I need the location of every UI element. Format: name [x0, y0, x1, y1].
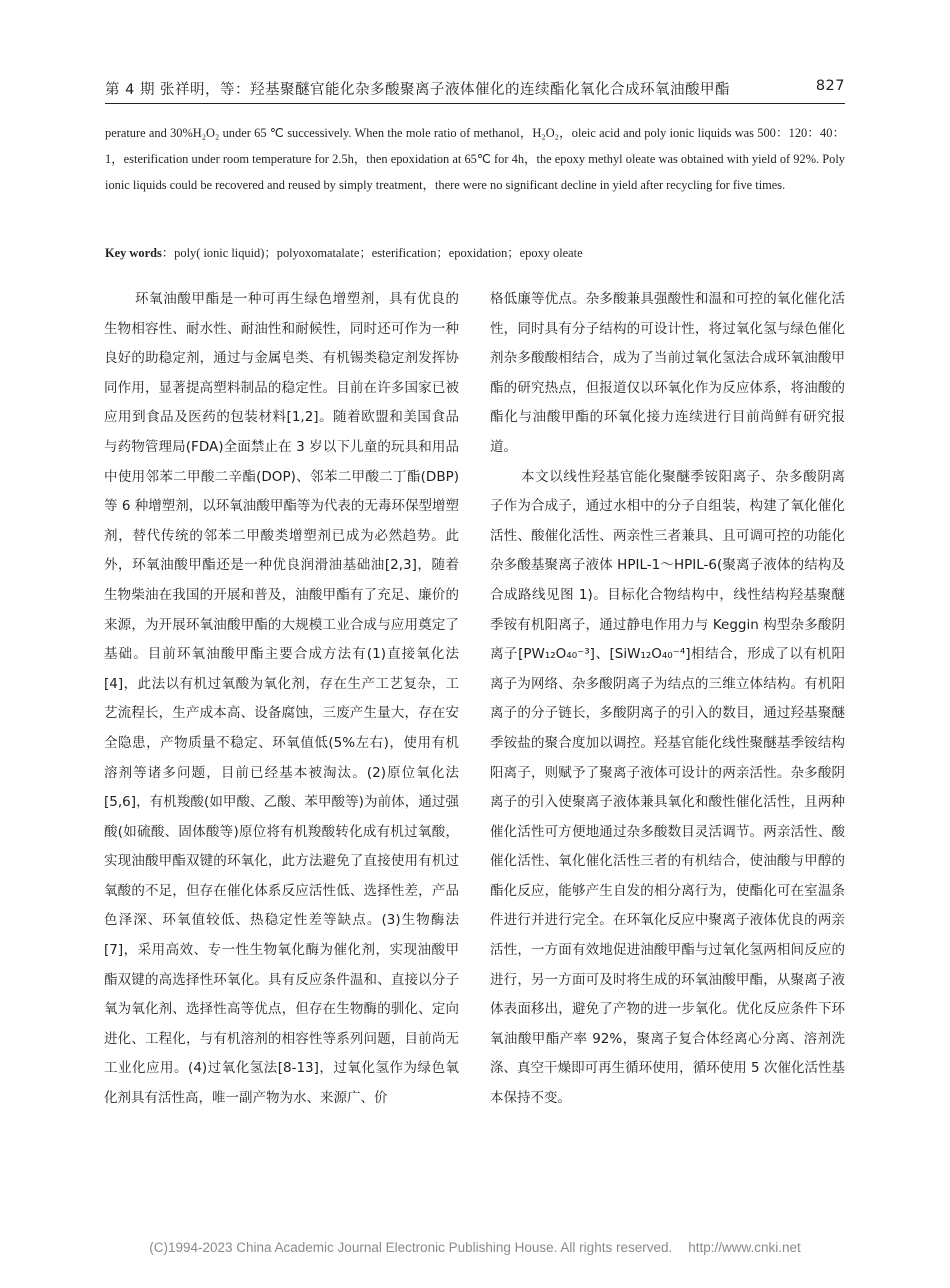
- running-header: [105, 74, 845, 102]
- body-column-right: [490, 285, 845, 1114]
- page-number: 827: [815, 78, 845, 94]
- keywords: [105, 240, 845, 266]
- body-column-left: [104, 285, 459, 1114]
- intro-paragraph: 环氧油酸甲酯是一种可再生绿色增塑剂，具有优良的生物相容性、耐水性、耐油性和耐候性，同时还可作为一种良好的助稳定剂，通过与金属皂类、有机锡类稳定剂发挥协同作用，显著提高塑料制品的稳定性。目前在许多国家已被应用到食品及医药的包装材料[1,2]。随着欧盟和美国食品与药物管理局(FDA)全面禁止在 3 岁以下儿童的玩具和用品中使用邻苯二甲酸二辛酯(DOP)、邻苯二甲酸二丁酯(DBP)等 6 种增塑剂，以环氧油酸甲酯等为代表的无毒环保型增塑剂，替代传统的邻苯二甲酸类增塑剂已成为必然趋势。此外，环氧油酸甲酯还是一种优良润滑油基础油[2,3]，随着生物柴油在我国的开展和普及，油酸甲酯有了充足、廉价的来源，为开展环氧油酸甲酯的大规模工业合成与应用奠定了基础。目前环氧油酸甲酯主要合成方法有(1)直接氧化法[4]，此法以有机过氧酸为氧化剂，存在生产工艺复杂，工艺流程长，生产成本高、设备腐蚀，三废产生量大，存在安全隐患，产物质量不稳定、环氧值低(5%左右)，使用有机溶剂等诸多问题，目前已经基本被淘汰。(2)原位氧化法[5,6]，有机羧酸(如甲酸、乙酸、苯甲酸等)为前体，通过强酸(如硫酸、固体酸等)原位将有机羧酸转化成有机过氧酸，实现油酸甲酯双键的环氧化，此方法避免了直接使用有机过氧酸的不足，但存在催化体系反应活性低、选择性差，产品色泽深、环氧值较低、热稳定性差等缺点。(3)生物酶法[7]，采用高效、专一性生物氧化酶为催化剂，实现油酸甲酯双键的高选择性环氧化。具有反应条件温和、直接以分子氧为氧化剂、选择性高等优点，但存在生物酶的驯化、定向进化、工程化，与有机溶剂的相容性等系列问题，目前尚无工业化应用。(4)过氧化氢法[8-13]，过氧化氢作为绿色氧化剂具有活性高，唯一副产物为水、来源广、价: [104, 291, 459, 1107]
- header-divider: [105, 103, 845, 104]
- keywords-label: Key words: [105, 246, 162, 260]
- copyright-text: (C)1994-2023 China Academic Journal Electronic Publishing House. All rights reserved.: [149, 1240, 673, 1255]
- copyright-footer: [0, 1240, 950, 1255]
- keywords-text: ：poly( ionic liquid)；polyoxomatalate；esterification；epoxidation；epoxy oleate: [161, 246, 583, 260]
- intro-paragraph-continued: 格低廉等优点。杂多酸兼具强酸性和温和可控的氧化催化活性，同时具有分子结构的可设计性，将过氧化氢与绿色催化剂杂多酸酸相结合，成为了当前过氧化氢法合成环氧油酸甲酯的研究热点，但报道仅以环氧化作为反应体系，将油酸的酯化与油酸甲酯的环氧化接力连续进行目前尚鲜有研究报道。: [490, 291, 845, 455]
- running-header-title: 第 4 期 张祥明，等：羟基聚醚官能化杂多酸聚离子液体催化的连续酯化氧化合成环氧油酸甲酯: [105, 82, 731, 98]
- footer-link[interactable]: http://www.cnki.net: [688, 1240, 801, 1255]
- abstract-tail: perature and 30%H₂O₂ under 65 ℃ successively. When the mole ratio of methanol，H₂O₂，oleic acid and poly ionic liquids was 500：120：40：1，esterification under room temperature for 2.5h，then epoxidation at 65℃ for 4h，the epoxy methyl oleate was obtained with yield of 92%. Poly ionic liquids could be recovered and reused by simply treatment，there were no significant decline in yield after recycling for five times.: [105, 126, 845, 192]
- method-paragraph: 本文以线性羟基官能化聚醚季铵阳离子、杂多酸阴离子作为合成子，通过水相中的分子自组装，构建了氧化催化活性、酸催化活性、两亲性三者兼具、且可调可控的功能化杂多酸基聚离子液体 HPIL-1～HPIL-6(聚离子液体的结构及合成路线见图 1)。目标化合物结构中，线性结构羟基聚醚季铵有机阳离子，通过静电作用力与 Keggin 构型杂多酸阴离子[PW₁₂O₄₀⁻³]、[SiW₁₂O₄₀⁻⁴]相结合，形成了以有机阳离子为网络、杂多酸阴离子为结点的三维立体结构。有机阳离子的分子链长，多酸阴离子的引入的数目，通过羟基聚醚季铵盐的聚合度加以调控。羟基官能化线性聚醚基季铵结构阳离子，则赋予了聚离子液体可设计的两亲活性。杂多酸阴离子的引入使聚离子液体兼具氧化和酸性催化活性，且两种催化活性可方便地通过杂多酸数目灵活调节。两亲活性、酸催化活性、氧化催化活性三者的有机结合，使油酸与甲醇的酯化反应，能够产生自发的相分离行为，使酯化可在室温条件进行并进行完全。在环氧化反应中聚离子液体优良的两亲活性，一方面有效地促进油酸甲酯与过氧化氢两相间反应的进行，另一方面可及时将生成的环氧油酸甲酯，从聚离子液体表面移出，避免了产物的进一步氧化。优化反应条件下环氧油酸甲酯产率 92%，聚离子复合体经离心分离、溶剂洗涤、真空干燥即可再生循环使用，循环使用 5 次催化活性基本保持不变。: [490, 468, 845, 1107]
